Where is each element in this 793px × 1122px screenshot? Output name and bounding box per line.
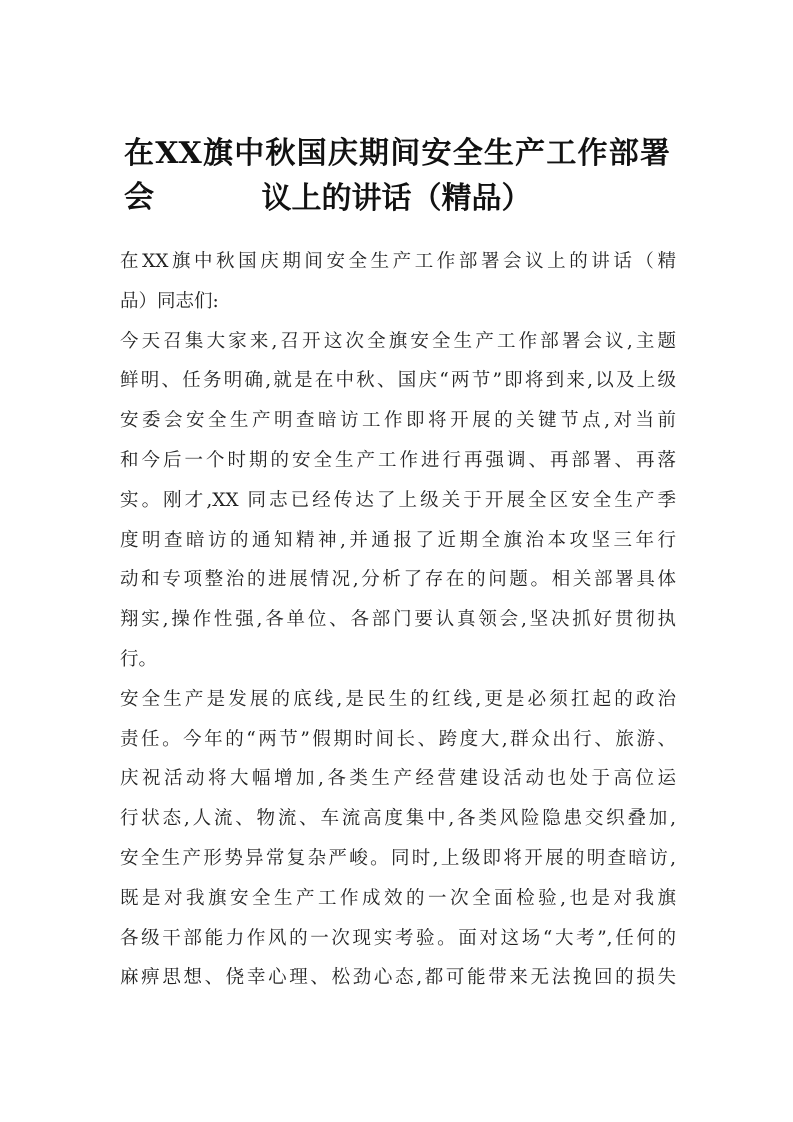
body-text-line: 麻痹思想、侥幸心理、松劲心态,都可能带来无法挽回的损失 [120, 967, 676, 989]
body-text-line: 庆祝活动将大幅增加,各类生产经营建设活动也处于高位运 [120, 768, 676, 790]
body-text-line: 既是对我旗安全生产工作成效的一次全面检验,也是对我旗 [120, 887, 676, 909]
body-text-line: 今天召集大家来,召开这次全旗安全生产工作部署会议,主题 [120, 330, 676, 352]
body-text-line: 安全生产是发展的底线,是民生的红线,更是必须扛起的政治 [120, 688, 676, 710]
body-text-line: 安全生产形势异常复杂严峻。同时,上级即将开展的明查暗访, [120, 847, 676, 869]
document-title-line-2: 议上的讲话（精品） [261, 181, 532, 216]
body-text-line: 安委会安全生产明查暗访工作即将开展的关键节点,对当前 [120, 410, 676, 432]
body-text-line: 翔实,操作性强,各单位、各部门要认真领会,坚决抓好贯彻执 [120, 609, 676, 631]
body-text-line: 在XX旗中秋国庆期间安全生产工作部署会议上的讲话（精 [120, 251, 676, 272]
body-text-line: 鲜明、任务明确,就是在中秋、国庆“两节”即将到来,以及上级 [120, 370, 676, 392]
body-text-line: 品）同志们: [120, 290, 219, 312]
body-text-line: 和今后一个时期的安全生产工作进行再强调、再部署、再落 [120, 449, 676, 471]
body-text-line: 责任。今年的“两节”假期时间长、跨度大,群众出行、旅游、 [120, 728, 676, 750]
body-text-line: 行。 [120, 648, 158, 670]
document-title-line-1: 在XX旗中秋国庆期间安全生产工作部署会 [124, 136, 670, 215]
document-body [120, 246, 676, 1002]
body-text-line: 各级干部能力作风的一次现实考验。面对这场“大考”,任何的 [120, 927, 676, 949]
body-text-line: 度明查暗访的通知精神,并通报了近期全旗治本攻坚三年行 [120, 529, 676, 551]
body-text-line: 行状态,人流、物流、车流高度集中,各类风险隐患交织叠加, [120, 808, 676, 830]
body-text-line: 动和专项整治的进展情况,分析了存在的问题。相关部署具体 [120, 569, 676, 591]
body-text-line: 实。刚才,XX 同志已经传达了上级关于开展全区安全生产季 [120, 489, 676, 511]
